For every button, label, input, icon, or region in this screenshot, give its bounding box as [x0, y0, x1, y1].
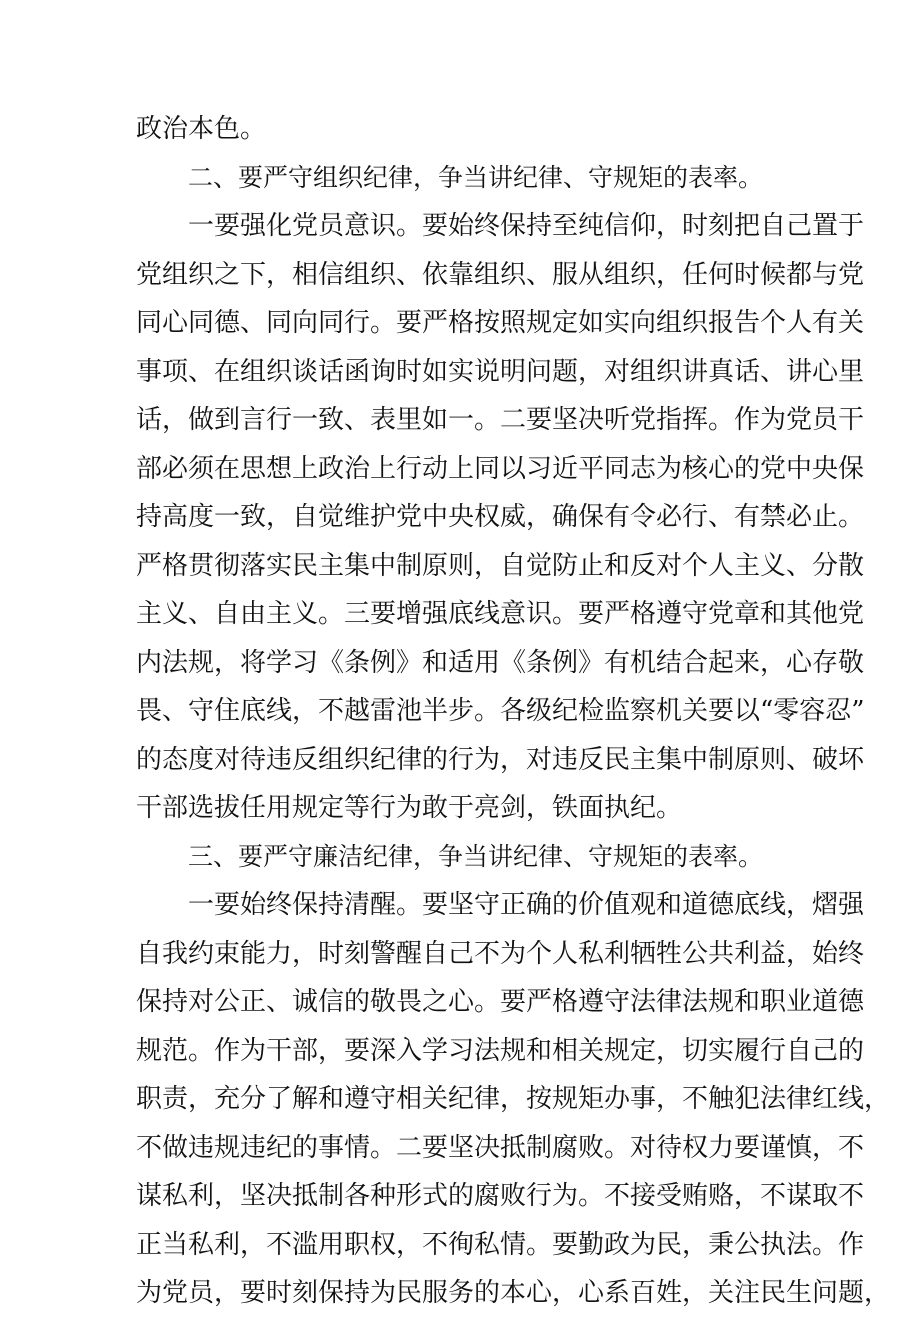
text-line: 党组织之下，相信组织、依靠组织、服从组织，任何时候都与党 [136, 259, 865, 290]
text-line: 内法规，将学习《条例》和适用《条例》有机结合起来，心存敬 [136, 647, 865, 678]
section-heading-2 [136, 154, 796, 203]
text-line: 话，做到言行一致、表里如一。二要坚决听党指挥。作为党员干 [136, 405, 865, 435]
paragraph-organization-discipline [136, 202, 865, 833]
text-line: 一要始终保持清醒。要坚守正确的价值观和道德底线，熠强 [188, 890, 865, 920]
text-line: 正当私利，不滥用职权，不徇私情。要勤政为民，秉公执法。作 [136, 1229, 865, 1260]
paragraph-continuation [136, 105, 796, 154]
text-line: 一要强化党员意识。要始终保持至纯信仰，时刻把自己置于 [188, 211, 865, 241]
text-line: 政治本色。 [136, 114, 267, 144]
text-line: 谋私利，坚决抵制各种形式的腐败行为。不接受贿赂，不谋取不 [136, 1181, 865, 1211]
text-line: 的态度对待违反组织纪律的行为，对违反民主集中制原则、破坏 [136, 744, 865, 775]
text-line: 畏、守住底线，不越雷池半步。各级纪检监察机关要以“零容忍” [136, 696, 865, 726]
text-line: 保持对公正、诚信的敬畏之心。要严格遵守法律法规和职业道德 [136, 987, 865, 1017]
text-line: 部必须在思想上政治上行动上同以习近平同志为核心的党中央保 [136, 453, 865, 484]
text-line: 职责，充分了解和遵守相关纪律，按规矩办事，不触犯法律红线， [136, 1084, 891, 1114]
heading-line: 二、要严守组织纪律，争当讲纪律、守规矩的表率。 [188, 162, 764, 192]
section-heading-3 [136, 833, 796, 882]
heading-line: 三、要严守廉洁纪律，争当讲纪律、守规矩的表率。 [188, 841, 764, 871]
text-line: 自我约束能力，时刻警醒自己不为个人私利牺牲公共利益，始终 [136, 938, 865, 969]
text-line: 严格贯彻落实民主集中制原则，自觉防止和反对个人主义、分散 [136, 550, 865, 581]
text-line: 主义、自由主义。三要增强底线意识。要严格遵守党章和其他党 [136, 599, 865, 629]
text-line: 持高度一致，自觉维护党中央权威，确保有令必行、有禁必止。 [136, 502, 865, 532]
text-line: 同心同德、同向同行。要严格按照规定如实向组织报告个人有关 [136, 308, 865, 338]
text-line: 规范。作为干部，要深入学习法规和相关规定，切实履行自己的 [136, 1035, 865, 1066]
document-text [136, 105, 891, 1318]
paragraph-integrity-discipline [136, 881, 891, 1318]
text-line: 为党员，要时刻保持为民服务的本心，心系百姓，关注民生问题， [136, 1278, 891, 1308]
text-line: 事项、在组织谈话函询时如实说明问题，对组织讲真话、讲心里 [136, 356, 865, 387]
text-line: 干部选拔任用规定等行为敢于亮剑，铁面执纪。 [136, 793, 683, 823]
text-line: 不做违规违纪的事情。二要坚决抵制腐败。对待权力要谨慎，不 [136, 1132, 865, 1163]
